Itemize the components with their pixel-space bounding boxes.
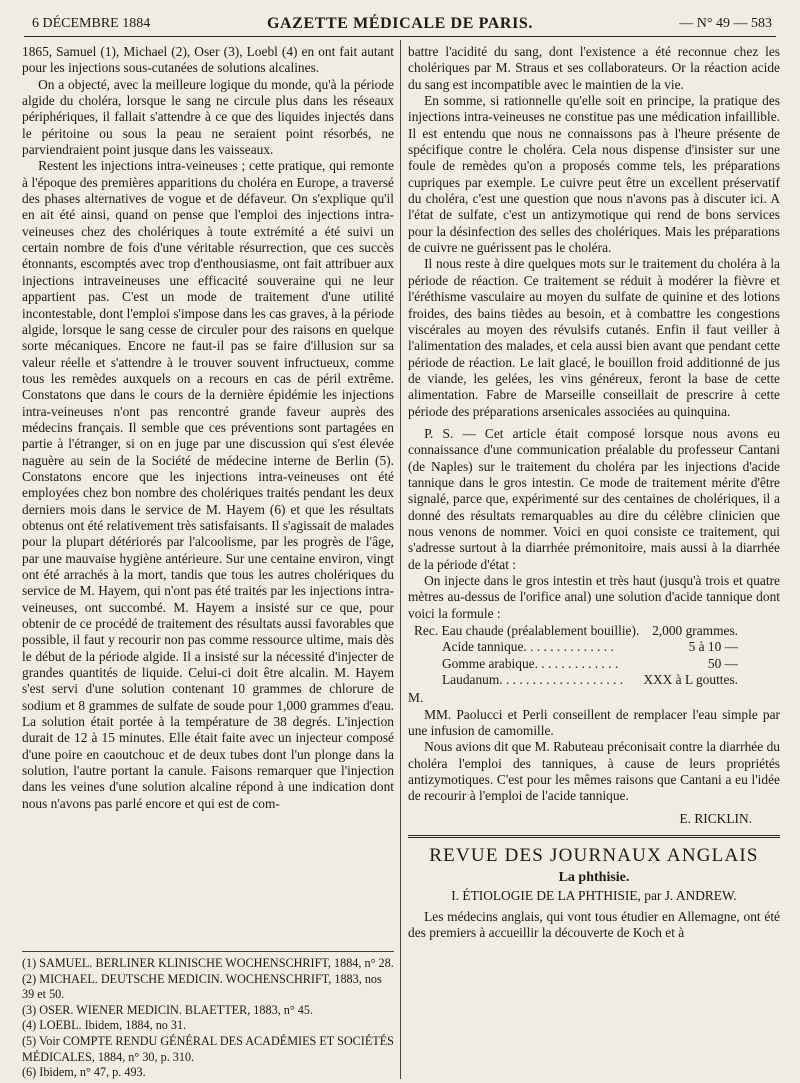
paragraph: On injecte dans le gros intestin et très haut (jusqu'à trois et quatre mètres au-dessus de l'orifice anal) une solution d'acide tannique dont voici la formule :: [408, 573, 780, 621]
section-rule: [408, 835, 780, 838]
recipe-item: Gomme arabique. . . . . . . . . . . . .: [442, 655, 619, 671]
footnotes: [22, 951, 394, 1081]
column-divider: [400, 40, 401, 1079]
footnote: (3) OSER. WIENER MEDICIN. BLAETTER, 1883, n° 45.: [22, 1002, 314, 1017]
postscript-paragraph: P. S. — Cet article était composé lorsque nous avons eu connaissance d'une communication préalable du professeur Cantani (de Naples) sur le traitement du choléra par les injections d'acide tannique dans le gros intestin. Ce mode de traitement mérite d'être signalé, parce que, expérimenté sur des centaines de cholériques, il a donné des résultats remarquables au dire du célèbre clinicien que nous venons de nommer. Voici en quoi consiste ce traitement, qui s'adresse surtout à la diarrhée prémonitoire, mais aussi à la diarrhée de la période d'état :: [408, 425, 780, 572]
section-subtitle: La phthisie.: [558, 869, 630, 885]
recipe-row: [414, 623, 746, 639]
paragraph: Nous avions dit que M. Rabuteau préconisait contre la diarrhée du choléra l'emploi des tanniques, à cause de leurs propriétés antizymotiques. C'est pour les mêmes raisons que Cantani a eu l'idée de recourir à l'emploi de l'acide tannique.: [408, 739, 780, 804]
paragraph: En somme, si rationnelle qu'elle soit en principe, la pratique des injections intra-veineuses ne constitue pas une médication infaillible. Il est entendu que nous ne connaissons pas à l'heure présente de spécifique contre le choléra. Cela nous dispense d'insister sur une foule de remèdes qu'on a proposés comme tels, les préparations cupriques par exemple. Le cuivre peut être un excellent préservatif du choléra, c'est une question que nous n'avons pas à discuter ici. A l'état de sulfate, c'est un antizymotique qui rend de bons services pour la désinfection des selles des cholériques. Mais les préparations de cuivre ne guérissent pas le choléra.: [408, 93, 780, 256]
recipe-quantity: XXX à L gouttes.: [643, 671, 739, 687]
footnote: (5) Voir COMPTE RENDU GÉNÉRAL DES ACADÉMIES ET SOCIÉTÉS MÉDICALES, 1884, n° 30, p. 310.: [22, 1033, 394, 1064]
article-heading: I. ÉTIOLOGIE DE LA PHTHISIE, par J. ANDREW.: [451, 888, 737, 904]
footnote: (2) MICHAEL. DEUTSCHE MEDICIN. WOCHENSCHRIFT, 1883, nos 39 et 50.: [22, 971, 382, 1002]
recipe-item: Rec. Eau chaude (préalablement bouillie).: [414, 623, 640, 639]
paragraph: MM. Paolucci et Perli conseillent de remplacer l'eau simple par une infusion de camomille.: [408, 706, 780, 738]
section-title: REVUE DES JOURNAUX ANGLAIS: [429, 844, 759, 866]
paragraph: Restent les injections intra-veineuses ; cette pratique, qui remonte à l'époque des premières apparitions du choléra en Europe, a traversé des phases alternatives de vogue et de défaveur. On s'explique qu'il en ait été ainsi, quand on pense que l'emploi des injections intra-veineuses chez des cholériques à toute extrémité a été suivi un certain nombre de fois d'une véritable résurrection, que ces succès étonnants, escomptés avec trop d'enthousiasme, ont fait attribuer aux injections intraveineuses une efficacité souveraine qui ne leur appartient pas. C'est un mode de traitement d'une utilité incontestable, dont l'emploi s'impose dans les cas graves, à la période algide, lorsque le sang cesse de circuler pour des raisons en quelque sorte mécaniques. Encore ne faut-il pas se faire d'illusion sur sa valeur réelle et s'attendre à le trouver souvent infructueux, comme tous les remèdes auxquels on a recours en cas de péril extrême. Constatons que dans le cours de la dernière épidémie les injections intra-veineuses n'ont pas rencontré grande faveur auprès des médecins français. Il semble que ces préventions sont partagées en partie à l'étranger, si on en juge par une discussion qui s'est élevée naguère au sein de la Société de médecine interne de Berlin (5). Constatons encore que les injections intra-veineuses ont été employées chez bon nombre des cholériques traités pendant les deux derniers mois dans le service de M. Hayem (6) et que les résultats obtenus ont été relativement très satisfaisants. Il s'agissait de malades pour la plupart détériorés par l'alcoolisme, par les progrès de l'âge, par une mauvaise hygiène antérieure. Sur une centaine environ, vingt ont été arrachés à la mort, tandis que tous les autres cholériques du service de M. Hayem, qui n'ont pas été traités par les injections intra-veineuses, ont succombé. M. Hayem a insisté sur ce que, pour obtenir de ce procédé de traitement des résultats aussi favorables que possible, il faut y recourir non pas comme ressource ultime, mais dès le début de la période algide. Il a insisté sur la nécessité d'injecter de grandes quantités de liquide. Celui-ci doit être alcalin. M. Hayem s'est servi d'une solution contenant 10 grammes de chlorure de sodium et 8 grammes de sulfate de soude pour 1,000 grammes d'eau. La solution était portée à la température de 38 degrés. L'injection durait de 12 à 15 minutes. Elle était faite avec un injecteur composé d'une poire en caoutchouc et de deux tubes dont l'un plonge dans la solution, l'autre portant la canule. Faisons remarquer que l'injection dans les veines d'une solution alcaline répond à une indication dont nous n'avons pas parlé encore et qui est de com-: [22, 158, 394, 811]
left-column: [22, 44, 394, 1079]
author-signature: E. RICKLIN.: [679, 810, 752, 826]
recipe-quantity: 2,000 grammes.: [652, 623, 739, 639]
paragraph: On a objecté, avec la meilleure logique du monde, qu'à la période algide du choléra, lorsque le sang ne circule plus dans les réseaux périphériques, il fallait s'attendre à ce que des liquides injectés dans le péritoine ou sous la peau ne seraient point résorbés, ne parviendraient point jusque dans les vaisseaux.: [22, 76, 394, 158]
recipe-quantity: 50 —: [707, 655, 739, 671]
running-header: [24, 10, 776, 37]
recipe-item: Acide tannique. . . . . . . . . . . . . .: [442, 639, 614, 655]
recipe-mixture-mark: M.: [408, 690, 424, 706]
recipe-quantity: 5 à 10 —: [688, 639, 739, 655]
paragraph: battre l'acidité du sang, dont l'existence a été reconnue chez les cholériques par M. Straus et ses collaborateurs. Or la réaction acide du sang est incompatible avec le maintien de la vie.: [408, 44, 780, 92]
paragraph: Les médecins anglais, qui vont tous étudier en Allemagne, ont été des premiers à accueillir la découverte de Koch et à: [408, 908, 780, 940]
recipe-table: [414, 623, 746, 688]
right-column: [408, 44, 780, 1079]
recipe-row: [414, 639, 746, 655]
footnote: (4) LOEBL. Ibidem, 1884, no 31.: [22, 1018, 187, 1033]
recipe-row: [414, 672, 746, 688]
issue-page-number: — N° 49 — 583: [679, 16, 772, 31]
recipe-row: [414, 656, 746, 672]
paragraph: Il nous reste à dire quelques mots sur le traitement du choléra à la période de réaction. Ce traitement se réduit à modérer la fièvre et l'éréthisme vasculaire au moyen du sulfate de quinine et des lotions froides, des bains tièdes au besoin, et à combattre les congestions viscérales au moyen des révulsifs cutanés. Enfin il faut veiller à l'alimentation des malades, et cela aussi bien avant que pendant cette période de réaction. Le lait glacé, le bouillon froid additionné de jus de viande, les gelées, les vins généreux, feront la base de cette alimentation. Fabre de Marseille conseillait de prescrire à cette période des préparations arsenicales associées au quinquina.: [408, 256, 780, 419]
footnote: (6) Ibidem, n° 47, p. 493.: [22, 1065, 146, 1080]
paragraph: 1865, Samuel (1), Michael (2), Oser (3), Loebl (4) en ont fait autant pour les injections sous-cutanées de solutions alcalines.: [22, 44, 394, 76]
footnote: (1) SAMUEL. BERLINER KLINISCHE WOCHENSCHRIFT, 1884, n° 28.: [22, 956, 394, 970]
journal-title: GAZETTE MÉDICALE DE PARIS.: [266, 15, 533, 32]
issue-date: 6 DÉCEMBRE 1884: [32, 16, 151, 31]
recipe-item: Laudanum. . . . . . . . . . . . . . . . . . .: [442, 671, 624, 687]
